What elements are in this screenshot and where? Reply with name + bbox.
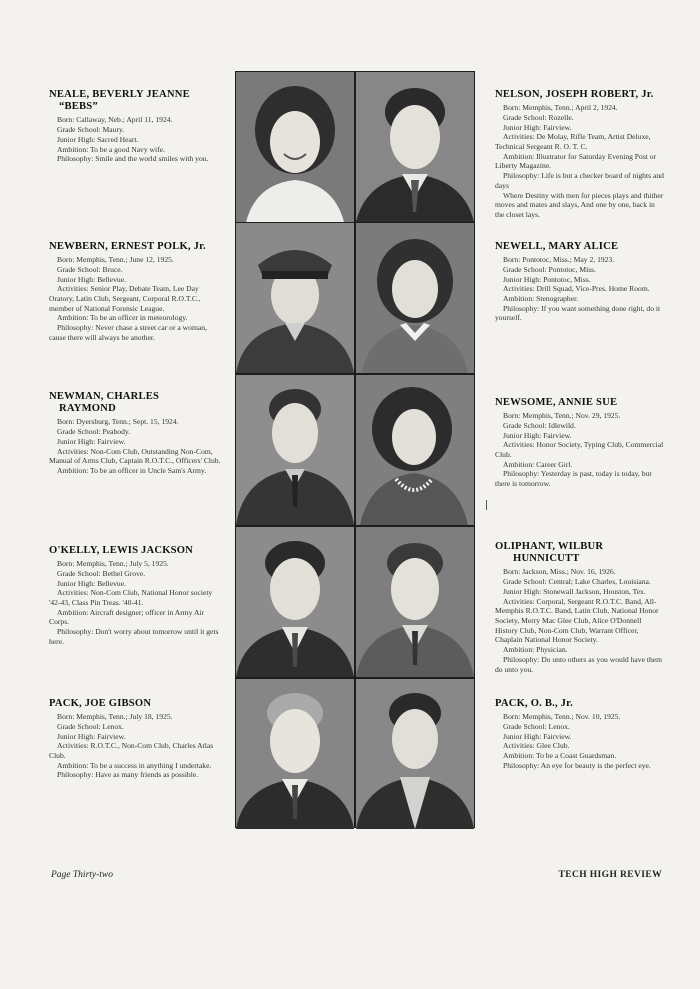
portrait-nelson [356, 72, 474, 222]
ambition: Ambition: To be a Coast Guardsman. [503, 751, 617, 761]
entry-okelly [49, 545, 221, 647]
entry-newsome [495, 397, 665, 489]
ambition: Ambition: Physician. [503, 645, 568, 655]
page-number: Page Thirty-two [51, 870, 114, 880]
entry-nelson [495, 89, 665, 220]
junior-high: Junior High: Fairview. [57, 436, 126, 446]
grade-school: Grade School: Rozelle. [503, 112, 574, 122]
activities: Activities: Non-Com Club, National Honor society '42-43, Class Pin Treas. '40-41. [49, 588, 213, 608]
grade-school: Grade School: Pontotoc, Miss. [503, 264, 597, 274]
junior-high: Junior High: Bellevue. [57, 274, 126, 284]
philosophy-continued: Where Destiny with men for pieces plays and thither moves and mates and slays, And one by one, back in the closet lays. [495, 190, 664, 220]
activities: Activities: Glee Club. [503, 741, 570, 751]
junior-high: Junior High: Fairview. [503, 430, 572, 440]
born: Born: Pontotoc, Miss.; May 2, 1923. [503, 255, 615, 265]
activities: Activities: Senior Play, Debate Team, Lee Day Oratory, Latin Club, Sergeant, Corporal R.O.T.C., member of National Forensic League. [49, 284, 201, 313]
student-name: O'KELLY, LEWIS JACKSON [49, 545, 194, 556]
grade-school: Grade School: Bethel Grove. [57, 568, 146, 578]
philosophy: Philosophy: Yesterday is past, today is today, but there is tomorrow. [495, 469, 652, 489]
entry-newman [49, 391, 221, 476]
junior-high: Junior High: Bellevue. [57, 578, 126, 588]
born: Born: Memphis, Tenn.; Nov. 10, 1925. [503, 712, 621, 722]
portrait-newell [356, 223, 474, 373]
philosophy: Philosophy: Have as many friends as possible. [57, 770, 199, 780]
ambition: Ambition: Aircraft designer; officer in Army Air Corps. [49, 607, 205, 627]
junior-high: Junior High: Pontotoc, Miss. [503, 274, 591, 284]
activities: Activities: Non-Com Club, Outstanding Non-Com, Manual of Arms Club, Captain R.O.T.C., Officers' Club. [49, 446, 221, 466]
student-name: PACK, JOE GIBSON [49, 698, 152, 709]
philosophy: Philosophy: If you want something done right, do it yourself. [495, 303, 661, 323]
grade-school: Grade School: Central; Lake Charles, Louisiana. [503, 577, 651, 587]
born: Born: Callaway, Neb.; April 11, 1924. [57, 115, 173, 125]
activities: Activities: Corporal, Sergeant R.O.T.C. Band, All-Memphis R.O.T.C. Band, Latin Club, National Honor Society, Merry Mac Glee Club, Alice O'Donnell History Club, Non-Com Club, Warrant Officer, Chaplain National Honor Society. [495, 596, 659, 645]
born: Born: Dyersburg, Tenn.; Sept. 15, 1924. [57, 417, 179, 427]
entry-newbern [49, 241, 221, 343]
born: Born: Memphis, Tenn.; July 18, 1925. [57, 712, 173, 722]
ambition: Ambition: To be a success in anything I undertake. [57, 760, 212, 770]
entry-pack-ob [495, 698, 665, 770]
philosophy: Philosophy: Never chase a street car or a woman, cause there will always be another. [49, 323, 207, 342]
born: Born: Memphis, Tenn.; July 5, 1925. [57, 559, 169, 569]
born: Born: Memphis, Tenn.; Nov. 29, 1925. [503, 411, 621, 421]
entry-pack-joe [49, 698, 221, 780]
activities: Activities: R.O.T.C., Non-Com Club, Charles Atlas Club. [49, 741, 214, 761]
student-name: NEWMAN, CHARLES RAYMOND [49, 391, 160, 415]
born: Born: Memphis, Tenn.; April 2, 1924. [503, 103, 618, 113]
ambition: Ambition: To be a good Navy wife. [57, 144, 165, 154]
junior-high: Junior High: Fairview. [503, 122, 572, 132]
ambition: Ambition: Career Girl. [503, 459, 573, 469]
student-name: NEWBERN, ERNEST POLK, Jr. [49, 241, 206, 252]
margin-mark [486, 500, 487, 510]
student-name: NELSON, JOSEPH ROBERT, Jr. [495, 89, 654, 100]
junior-high: Junior High: Stonewall Jackson, Houston, Tex. [503, 586, 646, 596]
entry-neale [49, 89, 221, 164]
student-name: OLIPHANT, WILBUR HUNNICUTT [495, 541, 604, 565]
portrait-newman [236, 375, 354, 525]
philosophy: Philosophy: Do unto others as you would have them do unto you. [495, 654, 663, 674]
junior-high: Junior High: Sacred Heart. [57, 134, 139, 144]
portrait-grid [235, 71, 475, 828]
ambition: Ambition: Stenographer. [503, 294, 579, 304]
born: Born: Jackson, Miss.; Nov. 16, 1926. [503, 567, 616, 577]
activities: Activities: De Molay, Rifle Team, Artist Deluxe, Technical Sergeant R. O. T. C. [495, 132, 651, 152]
philosophy: Philosophy: Don't worry about tomorrow until it gets here. [49, 627, 219, 646]
grade-school: Grade School: Lenox. [503, 721, 570, 731]
grade-school: Grade School: Bruce. [57, 264, 123, 274]
portrait-newsome [356, 375, 474, 525]
grade-school: Grade School: Lenox. [57, 721, 124, 731]
portrait-oliphant [356, 527, 474, 677]
student-name: PACK, O. B., Jr. [495, 698, 573, 709]
philosophy: Philosophy: Life is but a checker board of nights and days [495, 171, 664, 190]
grade-school: Grade School: Peabody. [57, 427, 131, 437]
activities: Activities: Honor Society, Typing Club, Commercial Club. [495, 440, 664, 460]
grade-school: Grade School: Idlewild. [503, 420, 576, 430]
philosophy: Philosophy: An eye for beauty is the perfect eye. [503, 760, 651, 770]
student-name: NEWELL, MARY ALICE [495, 241, 619, 252]
grade-school: Grade School: Maury. [57, 125, 125, 135]
philosophy: Philosophy: Smile and the world smiles with you. [57, 154, 209, 164]
ambition: Ambition: To be an officer in meteorology. [57, 313, 188, 323]
publication-title: TECH HIGH REVIEW [558, 870, 662, 880]
student-name: NEWSOME, ANNIE SUE [495, 397, 618, 408]
activities: Activities: Drill Squad, Vice-Pres. Home Room. [503, 284, 650, 294]
born: Born: Memphis, Tenn.; June 12, 1925. [57, 255, 174, 265]
entry-newell [495, 241, 665, 323]
student-name: NEALE, BEVERLY JEANNE “BEBS” [49, 89, 190, 113]
junior-high: Junior High: Fairview. [57, 731, 126, 741]
ambition: Ambition: Illustrator for Saturday Evening Post or Liberty Magazine. [495, 151, 657, 171]
junior-high: Junior High: Fairview. [503, 731, 572, 741]
portrait-pack-ob [356, 679, 474, 829]
ambition: Ambition: To be an officer in Uncle Sam's Army. [57, 465, 207, 475]
entry-oliphant [495, 541, 665, 674]
portrait-neale [236, 72, 354, 222]
portrait-okelly [236, 527, 354, 677]
portrait-newbern [236, 223, 354, 373]
portrait-pack-joe [236, 679, 354, 829]
